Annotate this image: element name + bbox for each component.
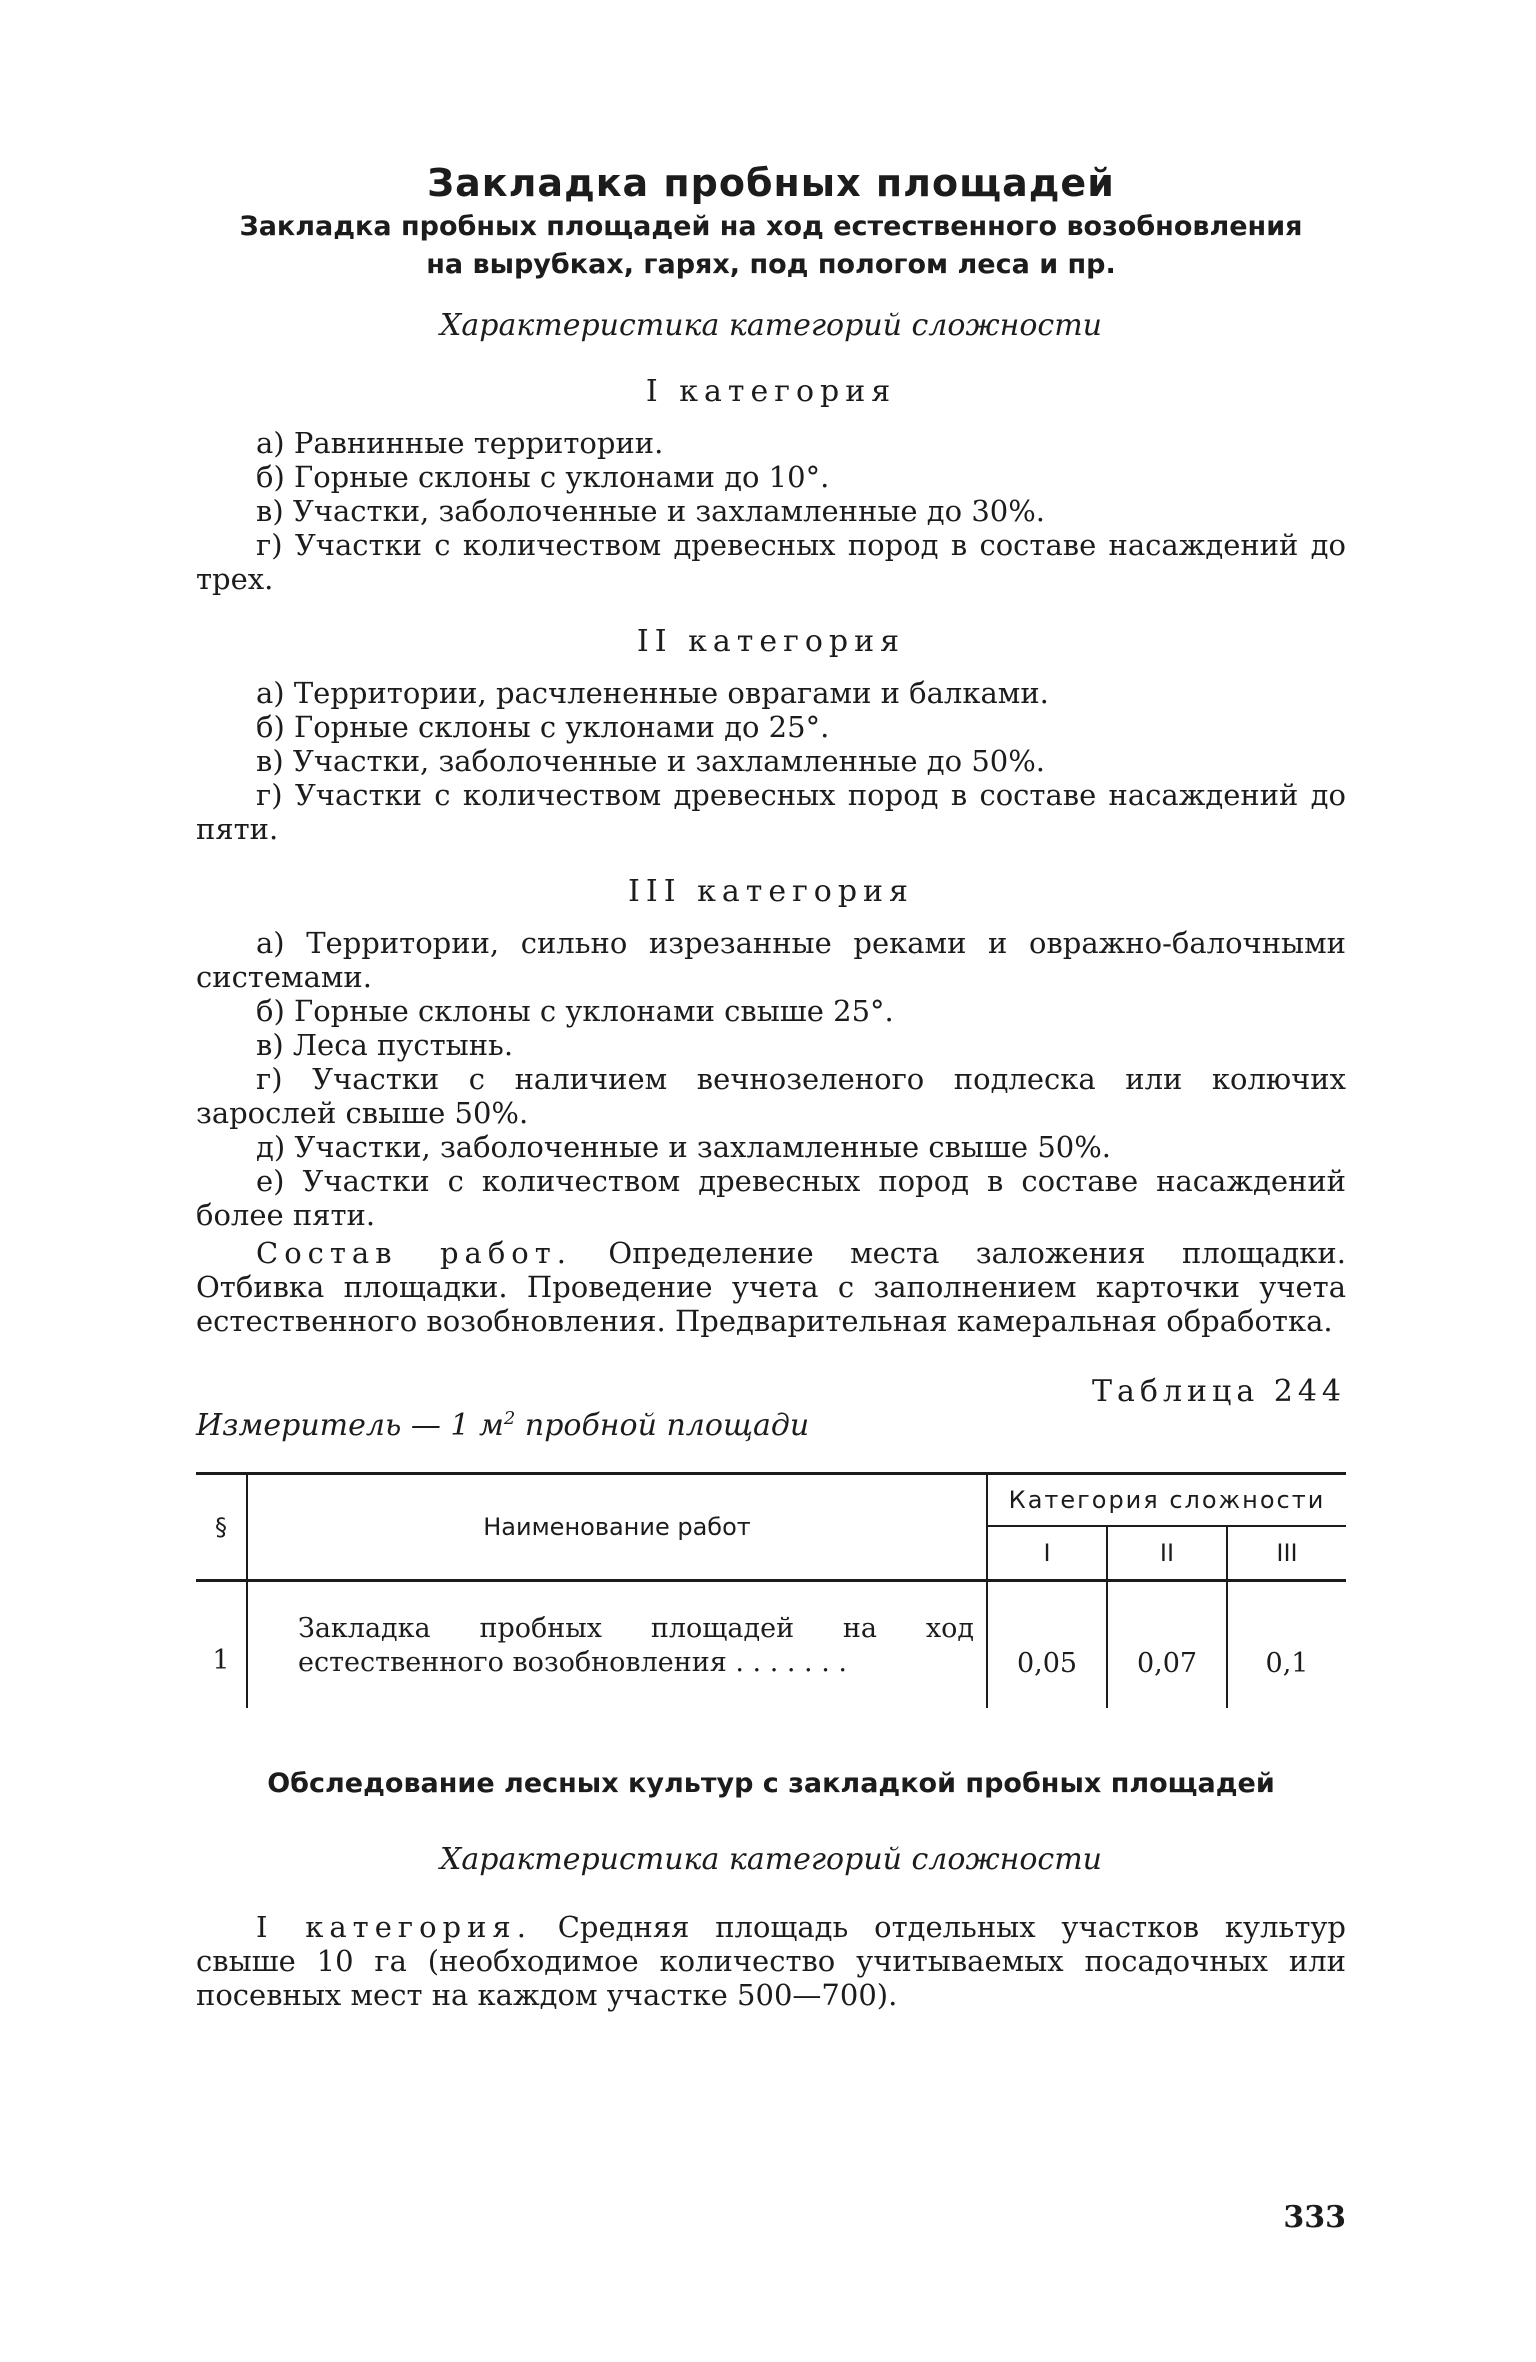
work-composition [196, 1236, 1346, 1338]
table-cell-value: 0,1 [1265, 1647, 1309, 1679]
work-composition-label: Состав работ. [256, 1236, 572, 1270]
category-2-item: в) Участки, заболоченные и захламленные до 50%. [256, 744, 1046, 778]
table-header-cat-1: I [987, 1526, 1107, 1581]
category-1-item: а) Равнинные территории. [256, 426, 664, 460]
category-2-heading: II категория [636, 624, 906, 659]
category-3-item: г) Участки с наличием вечнозеленого подлеска или колючих зарослей свыше 50%. [196, 1062, 1346, 1130]
category-2-item: а) Территории, расчлененные оврагами и балками. [256, 676, 1049, 710]
category-1-heading: I категория [645, 374, 897, 409]
table-header-cat-2: II [1107, 1526, 1227, 1581]
category-3-heading: III категория [628, 874, 914, 909]
category-3-item: е) Участки с количеством древесных пород в составе насаждений более пяти. [196, 1164, 1346, 1232]
section-2-category-1 [196, 1910, 1346, 2012]
category-3-item: д) Участки, заболоченные и захламленные свыше 50%. [256, 1130, 1111, 1164]
category-1-item: г) Участки с количеством древесных пород в составе насаждений до трех. [196, 528, 1346, 596]
work-composition-text: Определение места заложения площадки. Отбивка площадки. Проведение учета с заполнением карточки учета естественного возобновления. Предварительная камеральная обработка. [196, 1236, 1346, 1338]
category-2-item: б) Горные склоны с уклонами до 25°. [256, 710, 830, 744]
table-meta [196, 1374, 1346, 1454]
page-number: 333 [1283, 2200, 1346, 2235]
category-3-item: б) Горные склоны с уклонами свыше 25°. [256, 994, 894, 1028]
section-2-category-text: Средняя площадь отдельных участков культур свыше 10 га (необходимое количество учитываемых посадочных или посевных мест на каждом участке 500—700). [196, 1910, 1346, 2012]
table-header-cat-3: III [1227, 1526, 1346, 1581]
measure-suffix: пробной площади [524, 1408, 810, 1443]
table-header-section: § [196, 1474, 247, 1581]
page-subtitle [196, 208, 1346, 284]
table-cell-section: 1 [196, 1581, 247, 1709]
section-2-category-label: I категория. [256, 1910, 532, 1944]
category-3-items [196, 926, 1346, 1232]
table-cell-value: 0,07 [1107, 1581, 1227, 1709]
category-1-items [196, 426, 1346, 596]
table-header-name: Наименование работ [247, 1474, 987, 1581]
category-3-item: в) Леса пустынь. [256, 1028, 514, 1062]
table-cell-name: Закладка пробных площадей на ход естественного возобновления . . . . . . . [247, 1581, 987, 1709]
section-2-title: Обследование лесных культур с закладкой пробных площадей [267, 1768, 1275, 1799]
page-title: Закладка пробных площадей [427, 161, 1115, 205]
section-2-characteristics-heading: Характеристика категорий сложности [440, 1842, 1102, 1877]
subtitle-line-1: Закладка пробных площадей на ход естественного возобновления [239, 211, 1303, 242]
table-row [196, 1581, 1346, 1709]
norms-table [196, 1472, 1346, 1708]
characteristics-heading: Характеристика категорий сложности [440, 308, 1102, 343]
category-1-item: в) Участки, заболоченные и захламленные до 30%. [256, 494, 1046, 528]
category-2-item: г) Участки с количеством древесных пород в составе насаждений до пяти. [196, 778, 1346, 846]
table-measure [196, 1408, 809, 1443]
table-header-category: Категория сложности [987, 1474, 1346, 1527]
measure-sup: 2 [503, 1408, 516, 1429]
table-cell-value: 0,05 [987, 1581, 1107, 1709]
table-number: Таблица 244 [1092, 1374, 1346, 1409]
category-3-item: а) Территории, сильно изрезанные реками и овражно-балочными системами. [196, 926, 1346, 994]
measure-prefix: Измеритель — 1 м [196, 1408, 504, 1443]
category-1-item: б) Горные склоны с уклонами до 10°. [256, 460, 830, 494]
subtitle-line-2: на вырубках, гарях, под пологом леса и пр. [426, 249, 1116, 280]
category-2-items [196, 676, 1346, 846]
document-page [196, 160, 1346, 2012]
